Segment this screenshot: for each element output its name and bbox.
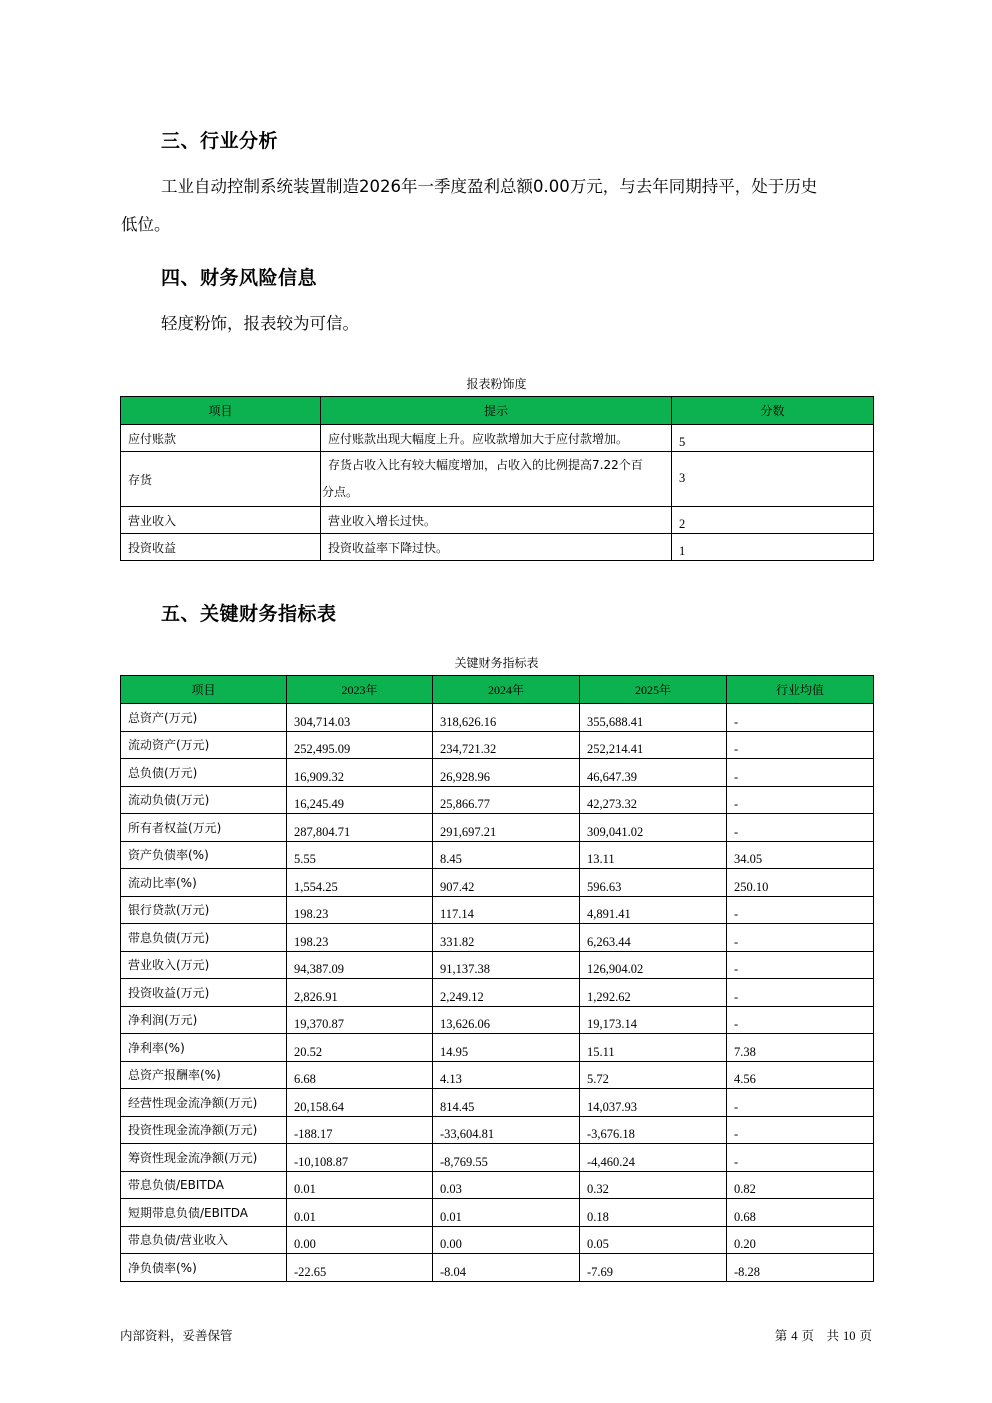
row-item: 带息负债/EBITDA — [121, 1171, 287, 1199]
key-indicators-table — [120, 675, 874, 1282]
financial-risk-text: 轻度粉饰，报表较为可信。 — [161, 314, 359, 333]
table-row — [121, 507, 874, 534]
row-2024: 0.03 — [433, 1171, 580, 1199]
row-item: 营业收入(万元) — [121, 951, 287, 979]
row-hint: 投资收益率下降过快。 — [321, 534, 672, 561]
row-hint — [321, 452, 672, 507]
row-score: 2 — [672, 507, 874, 534]
table-row — [121, 425, 874, 452]
row-2024: 4.13 — [433, 1061, 580, 1089]
table-row — [121, 534, 874, 561]
industry-analysis-text-line2: 低位。 — [121, 215, 171, 234]
row-2024: 234,721.32 — [433, 731, 580, 759]
row-2025: 0.05 — [580, 1226, 727, 1254]
footer-confidential-note: 内部资料，妥善保管 — [120, 1328, 233, 1343]
row-2025: 355,688.41 — [580, 704, 727, 732]
row-2025: 13.11 — [580, 841, 727, 869]
row-2024: 0.01 — [433, 1199, 580, 1227]
row-industry-avg: 0.68 — [727, 1199, 874, 1227]
row-item: 短期带息负债/EBITDA — [121, 1199, 287, 1227]
column-header-item: 项目 — [121, 676, 287, 704]
row-score: 5 — [672, 425, 874, 452]
row-2023: 0.01 — [287, 1171, 433, 1199]
row-2025: 126,904.02 — [580, 951, 727, 979]
row-item: 投资收益(万元) — [121, 979, 287, 1007]
footer-page-prefix: 第 — [774, 1328, 788, 1343]
row-2023: 94,387.09 — [287, 951, 433, 979]
window-dressing-table — [120, 396, 874, 561]
table-row — [121, 1034, 874, 1062]
footer-current-page: 4 — [791, 1329, 798, 1343]
row-hint: 营业收入增长过快。 — [321, 507, 672, 534]
row-item: 银行贷款(万元) — [121, 896, 287, 924]
row-2025: 596.63 — [580, 869, 727, 897]
table-row — [121, 814, 874, 842]
table-row — [121, 896, 874, 924]
table-caption-key-indicators: 关键财务指标表 — [454, 656, 539, 670]
row-2025: 5.72 — [580, 1061, 727, 1089]
column-header-2024: 2024年 — [433, 676, 580, 704]
row-item: 流动负债(万元) — [121, 786, 287, 814]
row-2024: 0.00 — [433, 1226, 580, 1254]
row-industry-avg: 34.05 — [727, 841, 874, 869]
row-item: 筹资性现金流净额(万元) — [121, 1144, 287, 1172]
row-2025: -3,676.18 — [580, 1116, 727, 1144]
row-2025: 0.32 — [580, 1171, 727, 1199]
row-item: 总负债(万元) — [121, 759, 287, 787]
row-industry-avg: - — [727, 731, 874, 759]
table-row — [121, 704, 874, 732]
row-2023: 16,909.32 — [287, 759, 433, 787]
column-header-hint: 提示 — [321, 397, 672, 425]
row-2023: 16,245.49 — [287, 786, 433, 814]
row-item: 经营性现金流净额(万元) — [121, 1089, 287, 1117]
table-row — [121, 1226, 874, 1254]
row-2024: -8.04 — [433, 1254, 580, 1282]
row-item: 净利率(%) — [121, 1034, 287, 1062]
row-2025: 14,037.93 — [580, 1089, 727, 1117]
row-industry-avg: - — [727, 924, 874, 952]
row-2024: 318,626.16 — [433, 704, 580, 732]
row-industry-avg: - — [727, 814, 874, 842]
row-2025: 1,292.62 — [580, 979, 727, 1007]
row-2024: 8.45 — [433, 841, 580, 869]
row-2023: 2,826.91 — [287, 979, 433, 1007]
row-item: 净利润(万元) — [121, 1006, 287, 1034]
row-item: 带息负债(万元) — [121, 924, 287, 952]
row-hint: 应付账款出现大幅度上升。应收款增加大于应付款增加。 — [321, 425, 672, 452]
row-2025: 252,214.41 — [580, 731, 727, 759]
row-2025: 42,273.32 — [580, 786, 727, 814]
row-industry-avg: 250.10 — [727, 869, 874, 897]
row-2023: 252,495.09 — [287, 731, 433, 759]
industry-analysis-text-line1: 工业自动控制系统装置制造2026年一季度盈利总额0.00万元，与去年同期持平，处于历史 — [161, 177, 818, 196]
row-2025: 4,891.41 — [580, 896, 727, 924]
row-industry-avg: - — [727, 979, 874, 1007]
row-2023: 287,804.71 — [287, 814, 433, 842]
row-item: 投资收益 — [121, 534, 321, 561]
column-header-industry-avg: 行业均值 — [727, 676, 874, 704]
row-2023: -22.65 — [287, 1254, 433, 1282]
row-2024: 117.14 — [433, 896, 580, 924]
row-2023: 6.68 — [287, 1061, 433, 1089]
table-row — [121, 924, 874, 952]
row-2024: 13,626.06 — [433, 1006, 580, 1034]
column-header-2023: 2023年 — [287, 676, 433, 704]
table-row — [121, 1144, 874, 1172]
table-row — [121, 1089, 874, 1117]
row-item: 带息负债/营业收入 — [121, 1226, 287, 1254]
row-industry-avg: - — [727, 704, 874, 732]
row-industry-avg: - — [727, 1006, 874, 1034]
table-row — [121, 951, 874, 979]
row-industry-avg: - — [727, 1089, 874, 1117]
row-2025: -4,460.24 — [580, 1144, 727, 1172]
table-row — [121, 1061, 874, 1089]
row-item: 存货 — [121, 452, 321, 507]
row-2025: 309,041.02 — [580, 814, 727, 842]
table-row — [121, 869, 874, 897]
row-hint-line2: 分点。 — [322, 485, 359, 499]
row-item: 资产负债率(%) — [121, 841, 287, 869]
row-2024: 26,928.96 — [433, 759, 580, 787]
table-row — [121, 979, 874, 1007]
row-2025: 0.18 — [580, 1199, 727, 1227]
row-2025: 15.11 — [580, 1034, 727, 1062]
row-2024: -8,769.55 — [433, 1144, 580, 1172]
row-score: 3 — [672, 452, 874, 507]
section-heading-financial-risk: 四、财务风险信息 — [161, 267, 318, 289]
row-hint-line1: 存货占收入比有较大幅度增加，占收入的比例提高7.22个百 — [328, 458, 643, 472]
row-item: 流动资产(万元) — [121, 731, 287, 759]
row-item: 流动比率(%) — [121, 869, 287, 897]
row-2023: 0.00 — [287, 1226, 433, 1254]
row-industry-avg: 4.56 — [727, 1061, 874, 1089]
row-item: 总资产报酬率(%) — [121, 1061, 287, 1089]
table-row — [121, 1171, 874, 1199]
row-2024: 291,697.21 — [433, 814, 580, 842]
row-2025: 19,173.14 — [580, 1006, 727, 1034]
row-industry-avg: - — [727, 786, 874, 814]
row-2024: 14.95 — [433, 1034, 580, 1062]
row-2023: 1,554.25 — [287, 869, 433, 897]
row-industry-avg: 7.38 — [727, 1034, 874, 1062]
footer-page-mid: 页 共 — [801, 1328, 840, 1343]
row-item: 所有者权益(万元) — [121, 814, 287, 842]
row-2023: 20.52 — [287, 1034, 433, 1062]
row-industry-avg: -8.28 — [727, 1254, 874, 1282]
row-2023: 0.01 — [287, 1199, 433, 1227]
row-industry-avg: - — [727, 951, 874, 979]
table-header-row — [121, 676, 874, 704]
row-2024: -33,604.81 — [433, 1116, 580, 1144]
row-2023: 198.23 — [287, 924, 433, 952]
table-row — [121, 1254, 874, 1282]
row-2024: 331.82 — [433, 924, 580, 952]
row-item: 营业收入 — [121, 507, 321, 534]
row-2023: -10,108.87 — [287, 1144, 433, 1172]
row-2024: 91,137.38 — [433, 951, 580, 979]
row-industry-avg: - — [727, 896, 874, 924]
row-industry-avg: - — [727, 1144, 874, 1172]
row-2024: 2,249.12 — [433, 979, 580, 1007]
table-header-row — [121, 397, 874, 425]
row-2025: 46,647.39 — [580, 759, 727, 787]
footer-page-number — [775, 1326, 872, 1344]
footer-page-suffix: 页 — [859, 1328, 872, 1343]
row-2023: 20,158.64 — [287, 1089, 433, 1117]
row-2023: 198.23 — [287, 896, 433, 924]
row-industry-avg: 0.20 — [727, 1226, 874, 1254]
section-heading-industry-analysis: 三、行业分析 — [161, 130, 279, 152]
row-2023: 19,370.87 — [287, 1006, 433, 1034]
row-2025: 6,263.44 — [580, 924, 727, 952]
row-2023: 5.55 — [287, 841, 433, 869]
table-row — [121, 1199, 874, 1227]
table-row — [121, 759, 874, 787]
row-item: 应付账款 — [121, 425, 321, 452]
row-industry-avg: - — [727, 759, 874, 787]
row-item: 净负债率(%) — [121, 1254, 287, 1282]
row-industry-avg: 0.82 — [727, 1171, 874, 1199]
table-row — [121, 1006, 874, 1034]
row-item: 总资产(万元) — [121, 704, 287, 732]
row-industry-avg: - — [727, 1116, 874, 1144]
row-item: 投资性现金流净额(万元) — [121, 1116, 287, 1144]
row-2023: -188.17 — [287, 1116, 433, 1144]
column-header-item: 项目 — [121, 397, 321, 425]
table-row — [121, 731, 874, 759]
row-2024: 907.42 — [433, 869, 580, 897]
row-2025: -7.69 — [580, 1254, 727, 1282]
table-row — [121, 786, 874, 814]
row-2024: 25,866.77 — [433, 786, 580, 814]
row-2023: 304,714.03 — [287, 704, 433, 732]
table-row — [121, 1116, 874, 1144]
row-2024: 814.45 — [433, 1089, 580, 1117]
column-header-score: 分数 — [672, 397, 874, 425]
section-heading-key-indicators: 五、关键财务指标表 — [161, 603, 337, 625]
table-row — [121, 452, 874, 507]
row-score: 1 — [672, 534, 874, 561]
table-row — [121, 841, 874, 869]
column-header-2025: 2025年 — [580, 676, 727, 704]
table-caption-window-dressing: 报表粉饰度 — [466, 377, 527, 391]
footer-total-pages: 10 — [843, 1329, 856, 1343]
